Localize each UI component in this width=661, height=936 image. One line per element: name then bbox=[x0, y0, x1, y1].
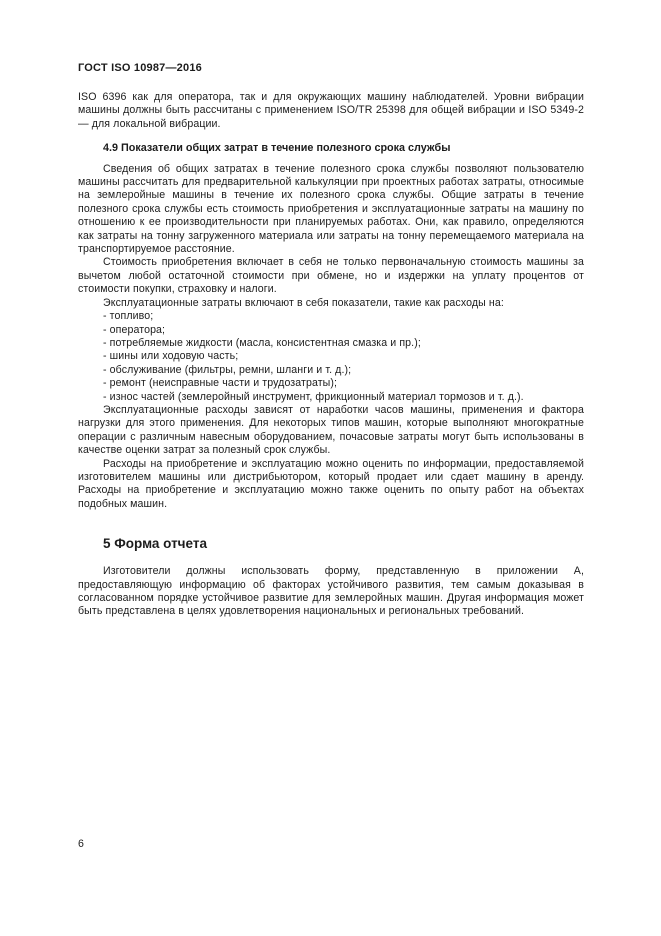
paragraph-cost-estimation: Расходы на приобретение и эксплуатацию можно оценить по информации, предоставляемой изготовителем машины или дистрибьютором, который продает или сдает машину в аренду. Расходы на приобретение и эксплуатацию можно также оценить по опыту работ на объектах подобных машин. bbox=[78, 457, 584, 510]
paragraph-operating-costs-intro: Эксплуатационные затраты включают в себя показатели, такие как расходы на: bbox=[103, 296, 504, 309]
paragraph-lifetime-costs-overview: Сведения об общих затратах в течение полезного срока службы позволяют пользователю машины рассчитать для предварительной калькуляции при проектных работах затраты, относимые на землеройные машины в течение их полезного срока службы. Общие затраты в течение полезного срока службы есть стоимость приобретения и эксплуатационные затраты на машину по отношению к ее производительности при планируемых работах. Они, как правило, определяются как затраты на тонну загруженного материала или затраты на тонну перемещаемого материала на транспортируемое расстояние. bbox=[78, 162, 584, 256]
cost-items-list bbox=[78, 310, 584, 404]
paragraph-operating-expenses: Эксплуатационные расходы зависят от наработки часов машины, применения и фактора нагрузки для этого применения. Для некоторых типов машин, которые выполняют многократные операции с различным навесным оборудованием, почасовые затраты могут быть использованы в качестве оценки затрат за полезный срок службы. bbox=[78, 403, 584, 457]
list-item-fuel: - топливо; bbox=[103, 310, 154, 323]
list-item-maintenance: - обслуживание (фильтры, ремни, шланги и т. д.); bbox=[103, 363, 352, 376]
section-5-heading: 5 Форма отчета bbox=[103, 536, 207, 552]
list-item-repair: - ремонт (неисправные части и трудозатраты); bbox=[103, 377, 338, 390]
paragraph-acquisition-cost: Стоимость приобретения включает в себя не только первоначальную стоимость машины за вычетом любой остаточной стоимости при обмене, но и издержки на уплату процентов от стоимости покупки, страховку и налоги. bbox=[78, 256, 584, 296]
intro-paragraph: ISO 6396 как для оператора, так и для окружающих машину наблюдателей. Уровни вибрации машины должны быть рассчитаны с применением ISO/TR 25398 для общей вибрации и ISO 5349-2 — для локальной вибрации. bbox=[78, 91, 584, 130]
document-content bbox=[78, 62, 584, 619]
page-number: 6 bbox=[78, 838, 84, 850]
list-item-tires: - шины или ходовую часть; bbox=[103, 350, 239, 363]
paragraph-report-form: Изготовители должны использовать форму, представленную в приложении А, предоставляющую информацию об факторах устойчивого развития, тем самым доказывая в согласованном порядке устойчивое развитие для землеройных машин. Другая информация может быть представлена в целях удовлетворения национальных и региональных требований. bbox=[78, 565, 584, 618]
list-item-operator: - оператора; bbox=[103, 323, 166, 336]
list-item-wear-parts: - износ частей (землеройный инструмент, фрикционный материал тормозов и т. д.). bbox=[103, 390, 524, 403]
section-4-9-heading: 4.9 Показатели общих затрат в течение полезного срока службы bbox=[103, 142, 451, 155]
document-header: ГОСТ ISO 10987—2016 bbox=[78, 62, 202, 74]
list-item-fluids: - потребляемые жидкости (масла, консистентная смазка и пр.); bbox=[103, 336, 421, 349]
